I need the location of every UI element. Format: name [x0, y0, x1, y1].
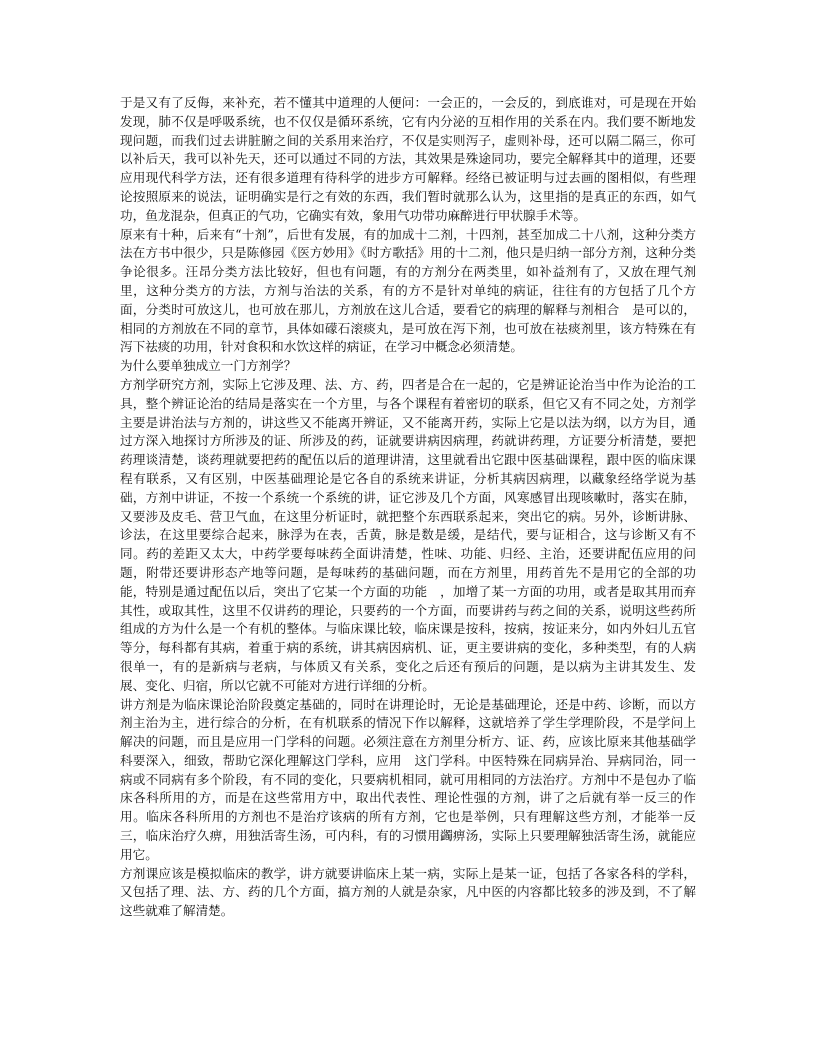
document-page [120, 94, 696, 921]
paragraph-2: 原来有十种，后来有“十剂”，后世有发展，有的加成十二剂，十四剂，甚至加成二十八剂，这种分类方法在方书中很少，只是陈修园《医方妙用》《时方歌括》用的十二剂，他只是归纳一部分方剂，这种分类争论很多。汪昂分类方法比较好，但也有问题，有的方剂分在两类里，如补益剂有了，又放在理气剂里，这种分类方的方法，方剂与治法的关系，有的方不是针对单纯的病证，往往有的方包括了几个方面，分类时可放这儿，也可放在那儿，方剂放在这儿合适，要看它的病理的解释与剂相合 是可以的，相同的方剂放在不同的章节，具体如礞石滚痰丸，是可放在泻下剂，也可放在祛痰剂里，该方特殊在有泻下祛痰的功用，针对食积和水饮这样的病证，在学习中概念必须清楚。 [120, 226, 696, 355]
section-heading: 为什么要单独成立一门方剂学？ [120, 358, 297, 374]
paragraph-5: 方剂课应该是模拟临床的教学，讲方就要讲临床上某一病，实际上是某一证，包括了各家各科的学科，又包括了理、法、方、药的几个方面，搞方剂的人就是杂家，凡中医的内容都比较多的涉及到，不了解这些就难了解清楚。 [120, 865, 696, 919]
paragraph-3: 方剂学研究方剂，实际上它涉及理、法、方、药，四者是合在一起的，它是辨证论治当中作为论治的工具，整个辨证论治的结局是落实在一个方里，与各个课程有着密切的联系，但它又有不同之处，方剂学主要是讲治法与方剂的，讲这些又不能离开辨证，又不能离开药，实际上它是以法为纲，以方为目，通过方深入地探讨方所涉及的证、所涉及的药，证就要讲病因病理，药就讲药理，方证要分析清楚，要把药理谈清楚，谈药理就要把药的配伍以后的道理讲清，这里就看出它跟中医基础课程，跟中医的临床课程有联系，又有区别，中医基础理论是它各自的系统来讲证，分析其病因病理，以藏象经络学说为基础，方剂中讲证，不按一个系统一个系统的讲，证它涉及几个方面，风寒感冒出现咳嗽时，落实在肺，又要涉及皮毛、营卫气血，在这里分析证时，就把整个东西联系起来，突出它的病。另外，诊断讲脉、诊法，在这里要综合起来，脉浮为在表，舌黄，脉是数是缓，是结代，要与证相合，这与诊断又有不同。药的差距又太大，中药学要每味药全面讲清楚，性味、功能、归经、主治，还要讲配伍应用的问题，附带还要讲形态产地等问题，是每味药的基础问题，而在方剂里，用药首先不是用它的全部的功能，特别是通过配伍以后，突出了它某一个方面的功能 ，加增了某一方面的功用，或者是取其用而弃其性，或取其性，这里不仅讲药的理论，只要药的一个方面，而要讲药与药之间的关系，说明这些药所组成的方为什么是一个有机的整体。与临床课比较，临床课是按科，按病，按证来分，如内外妇儿五官等分，每科都有其病，着重于病的系统，讲其病因病机、证，更主要讲病的变化，多种类型，有的人病很单一，有的是新病与老病，与体质又有关系，变化之后还有预后的问题，是以病为主讲其发生、发展、变化、归宿，所以它就不可能对方进行详细的分析。 [120, 376, 696, 693]
paragraph-4: 讲方剂是为临床课论治阶段奠定基础的，同时在讲理论时，无论是基础理论，还是中药、诊断，而以方剂主治为主，进行综合的分析，在有机联系的情况下作以解释，这就培养了学生学理阶段，不是学问上解决的问题，而且是应用一门学科的问题。必须注意在方剂里分析方、证、药，应该比原来其他基础学科要深入，细致，帮助它深化理解这门学科，应用 这门学科。中医特殊在同病异治、异病同治，同一病或不同病有多个阶段，有不同的变化，只要病机相同，就可用相同的方法治疗。方剂中不是包办了临床各科所用的方，而是在这些常用方中，取出代表性、理论性强的方剂，讲了之后就有举一反三的作用。临床各科所用的方剂也不是治疗该病的所有方剂，它也是举例，只有理解这些方剂，才能举一反三，临床治疗久痹，用独活寄生汤，可内科，有的习惯用蠲痹汤，实际上只要理解独活寄生汤，就能应用它。 [120, 696, 696, 862]
paragraph-1: 于是又有了反侮，来补充，若不懂其中道理的人便问：一会正的，一会反的，到底谁对，可是现在开始发现，肺不仅是呼吸系统，也不仅仅是循环系统，它有内分泌的互相作用的关系在内。我们要不断地发现问题，而我们过去讲脏腑之间的关系用来治疗，不仅是实则泻子，虚则补母，还可以隔二隔三，你可以补后天，我可以补先天，还可以通过不同的方法，其效果是殊途同功，要完全解释其中的道理，还要应用现代科学方法，还有很多道理有待科学的进步方可解释。经络已被证明与过去画的图相似，有些理论按照原来的说法，证明确实是行之有效的东西，我们暂时就那么认为，这里指的是真正的东西，如气功，鱼龙混杂，但真正的气功，它确实有效，象用气功带功麻醉进行甲状腺手术等。 [120, 95, 696, 223]
